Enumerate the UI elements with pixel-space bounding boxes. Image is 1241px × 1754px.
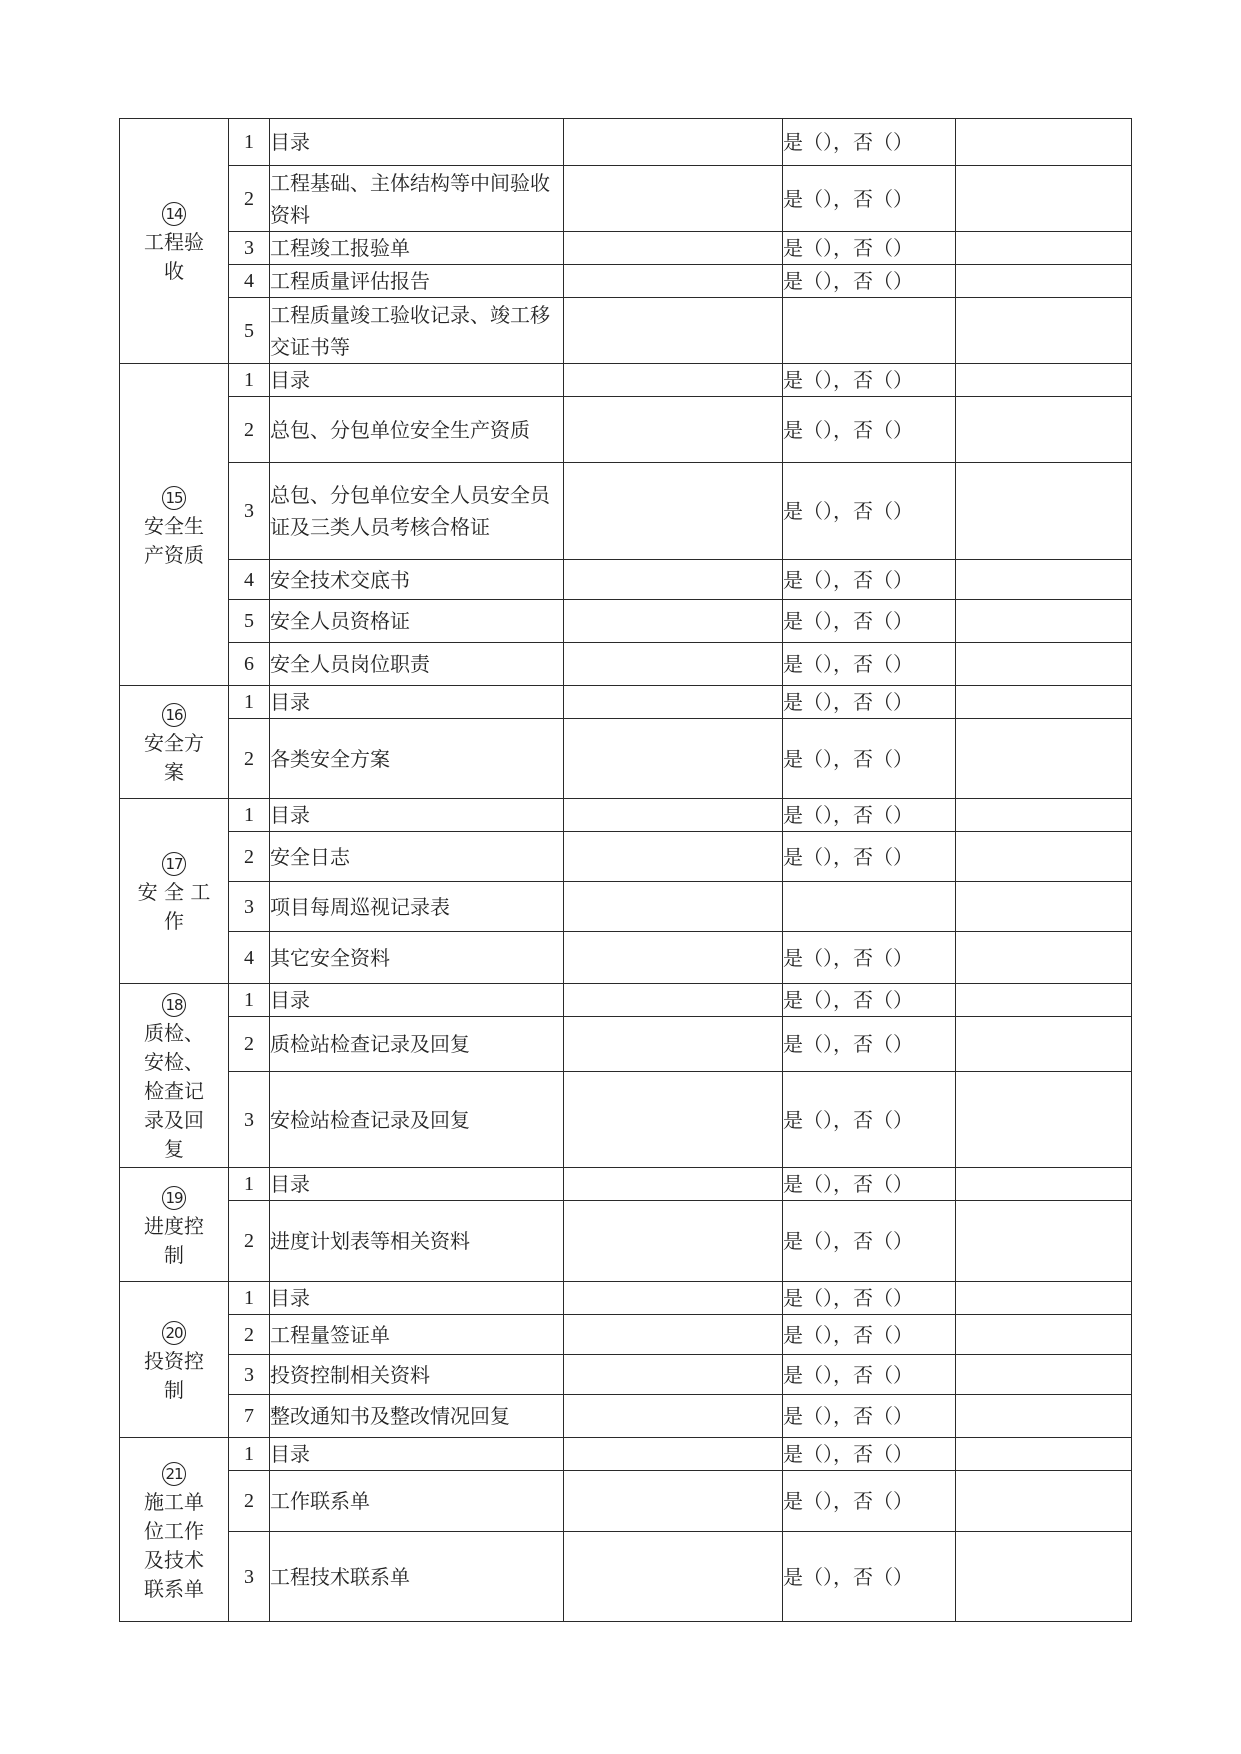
item-name: 投资控制相关资料 [270, 1355, 564, 1395]
item-name: 工作联系单 [270, 1471, 564, 1532]
yes-no-check: 是（），否（） [783, 1315, 956, 1355]
yes-no-check: 是（），否（） [783, 1395, 956, 1438]
group-number-badge: 18 [162, 993, 186, 1017]
yes-no-check: 是（），否（） [783, 1017, 956, 1072]
table-row [120, 232, 1132, 265]
table-row [120, 600, 1132, 643]
table-row [120, 719, 1132, 799]
remark-cell [564, 1438, 783, 1471]
group-number-badge: 15 [162, 486, 186, 510]
yes-no-check: 是（），否（） [783, 119, 956, 166]
yes-no-check: 是（），否（） [783, 984, 956, 1017]
table-row [120, 1282, 1132, 1315]
group-cell [120, 984, 229, 1168]
table-row [120, 1072, 1132, 1168]
table-row [120, 560, 1132, 600]
yes-no-check: 是（），否（） [783, 397, 956, 463]
yes-no-check: 是（），否（） [783, 166, 956, 232]
note-cell [956, 1201, 1132, 1282]
row-number: 5 [229, 600, 270, 643]
row-number: 2 [229, 719, 270, 799]
note-cell [956, 397, 1132, 463]
group-number-badge: 17 [162, 852, 186, 876]
group-cell [120, 364, 229, 686]
yes-no-check: 是（），否（） [783, 1168, 956, 1201]
note-cell [956, 1355, 1132, 1395]
item-name: 目录 [270, 1168, 564, 1201]
table-row [120, 882, 1132, 932]
item-name: 工程基础、主体结构等中间验收资料 [270, 166, 564, 232]
row-number: 1 [229, 364, 270, 397]
row-number: 5 [229, 298, 270, 364]
note-cell [956, 463, 1132, 560]
row-number: 3 [229, 1072, 270, 1168]
row-number: 2 [229, 1315, 270, 1355]
item-name: 工程量签证单 [270, 1315, 564, 1355]
item-name: 总包、分包单位安全人员安全员证及三类人员考核合格证 [270, 463, 564, 560]
remark-cell [564, 984, 783, 1017]
remark-cell [564, 1471, 783, 1532]
group-cell [120, 1282, 229, 1438]
note-cell [956, 1282, 1132, 1315]
note-cell [956, 232, 1132, 265]
row-number: 1 [229, 686, 270, 719]
yes-no-check: 是（），否（） [783, 1201, 956, 1282]
note-cell [956, 364, 1132, 397]
group-name: 工程验收 [144, 230, 204, 283]
row-number: 4 [229, 932, 270, 984]
remark-cell [564, 1395, 783, 1438]
remark-cell [564, 1017, 783, 1072]
yes-no-check: 是（），否（） [783, 1282, 956, 1315]
note-cell [956, 799, 1132, 832]
table-row [120, 984, 1132, 1017]
remark-cell [564, 1282, 783, 1315]
group-cell [120, 686, 229, 799]
yes-no-check [783, 298, 956, 364]
note-cell [956, 560, 1132, 600]
note-cell [956, 932, 1132, 984]
table-row [120, 1201, 1132, 1282]
row-number: 3 [229, 1532, 270, 1622]
table-row [120, 265, 1132, 298]
item-name: 目录 [270, 364, 564, 397]
row-number: 1 [229, 799, 270, 832]
item-name: 质检站检查记录及回复 [270, 1017, 564, 1072]
note-cell [956, 686, 1132, 719]
note-cell [956, 1072, 1132, 1168]
table-row [120, 298, 1132, 364]
note-cell [956, 600, 1132, 643]
group-number-badge: 19 [162, 1186, 186, 1210]
item-name: 安全技术交底书 [270, 560, 564, 600]
yes-no-check: 是（），否（） [783, 560, 956, 600]
remark-cell [564, 600, 783, 643]
row-number: 4 [229, 560, 270, 600]
note-cell [956, 298, 1132, 364]
yes-no-check: 是（），否（） [783, 1471, 956, 1532]
row-number: 2 [229, 832, 270, 882]
table-row [120, 1168, 1132, 1201]
item-name: 各类安全方案 [270, 719, 564, 799]
item-name: 安全日志 [270, 832, 564, 882]
remark-cell [564, 166, 783, 232]
remark-cell [564, 1355, 783, 1395]
yes-no-check: 是（），否（） [783, 1532, 956, 1622]
group-name: 进度控制 [144, 1213, 204, 1267]
note-cell [956, 265, 1132, 298]
yes-no-check: 是（），否（） [783, 643, 956, 686]
table-row [120, 1315, 1132, 1355]
remark-cell [564, 364, 783, 397]
row-number: 2 [229, 1017, 270, 1072]
row-number: 1 [229, 1438, 270, 1471]
remark-cell [564, 1072, 783, 1168]
row-number: 1 [229, 1282, 270, 1315]
item-name: 安全人员岗位职责 [270, 643, 564, 686]
note-cell [956, 1315, 1132, 1355]
row-number: 3 [229, 232, 270, 265]
table-row [120, 397, 1132, 463]
note-cell [956, 1395, 1132, 1438]
remark-cell [564, 643, 783, 686]
item-name: 目录 [270, 984, 564, 1017]
row-number: 1 [229, 984, 270, 1017]
item-name: 进度计划表等相关资料 [270, 1201, 564, 1282]
remark-cell [564, 1532, 783, 1622]
row-number: 7 [229, 1395, 270, 1438]
yes-no-check: 是（），否（） [783, 265, 956, 298]
remark-cell [564, 463, 783, 560]
table-row [120, 166, 1132, 232]
yes-no-check: 是（），否（） [783, 686, 956, 719]
table-row [120, 1532, 1132, 1622]
table-row [120, 799, 1132, 832]
yes-no-check: 是（），否（） [783, 1438, 956, 1471]
remark-cell [564, 560, 783, 600]
item-name: 总包、分包单位安全生产资质 [270, 397, 564, 463]
item-name: 其它安全资料 [270, 932, 564, 984]
group-cell [120, 1438, 229, 1622]
table-row [120, 119, 1132, 166]
remark-cell [564, 832, 783, 882]
note-cell [956, 719, 1132, 799]
archive-checklist-table [119, 118, 1132, 1622]
note-cell [956, 1017, 1132, 1072]
yes-no-check: 是（），否（） [783, 364, 956, 397]
yes-no-check: 是（），否（） [783, 932, 956, 984]
group-cell [120, 799, 229, 984]
table-row [120, 643, 1132, 686]
remark-cell [564, 1315, 783, 1355]
remark-cell [564, 1168, 783, 1201]
group-number-badge: 16 [162, 703, 186, 727]
item-name: 目录 [270, 1438, 564, 1471]
remark-cell [564, 882, 783, 932]
group-name: 质检、安检、检查记录及回复 [144, 1021, 204, 1161]
yes-no-check: 是（），否（） [783, 1355, 956, 1395]
table-row [120, 686, 1132, 719]
note-cell [956, 882, 1132, 932]
item-name: 目录 [270, 119, 564, 166]
remark-cell [564, 1201, 783, 1282]
row-number: 2 [229, 1471, 270, 1532]
remark-cell [564, 232, 783, 265]
yes-no-check: 是（），否（） [783, 832, 956, 882]
note-cell [956, 1532, 1132, 1622]
group-name: 投资控制 [144, 1348, 204, 1402]
note-cell [956, 166, 1132, 232]
yes-no-check: 是（），否（） [783, 232, 956, 265]
note-cell [956, 984, 1132, 1017]
row-number: 2 [229, 397, 270, 463]
table-row [120, 1438, 1132, 1471]
group-name: 安 全 工作 [137, 880, 211, 933]
item-name: 工程技术联系单 [270, 1532, 564, 1622]
group-cell [120, 1168, 229, 1282]
table-row [120, 364, 1132, 397]
group-number-badge: 14 [162, 202, 186, 226]
group-name: 安全生产资质 [144, 513, 204, 567]
remark-cell [564, 719, 783, 799]
row-number: 4 [229, 265, 270, 298]
group-number-badge: 21 [162, 1462, 186, 1486]
table-row [120, 1471, 1132, 1532]
group-cell [120, 119, 229, 364]
table-row [120, 1355, 1132, 1395]
yes-no-check [783, 882, 956, 932]
item-name: 安全人员资格证 [270, 600, 564, 643]
yes-no-check: 是（），否（） [783, 463, 956, 560]
note-cell [956, 119, 1132, 166]
row-number: 6 [229, 643, 270, 686]
table-row [120, 463, 1132, 560]
item-name: 整改通知书及整改情况回复 [270, 1395, 564, 1438]
item-name: 项目每周巡视记录表 [270, 882, 564, 932]
note-cell [956, 832, 1132, 882]
table-row [120, 1395, 1132, 1438]
group-number-badge: 20 [162, 1321, 186, 1345]
item-name: 工程质量竣工验收记录、竣工移交证书等 [270, 298, 564, 364]
row-number: 2 [229, 1201, 270, 1282]
yes-no-check: 是（），否（） [783, 1072, 956, 1168]
yes-no-check: 是（），否（） [783, 600, 956, 643]
row-number: 3 [229, 1355, 270, 1395]
item-name: 目录 [270, 799, 564, 832]
remark-cell [564, 932, 783, 984]
row-number: 2 [229, 166, 270, 232]
remark-cell [564, 265, 783, 298]
note-cell [956, 1168, 1132, 1201]
item-name: 工程竣工报验单 [270, 232, 564, 265]
row-number: 1 [229, 1168, 270, 1201]
item-name: 安检站检查记录及回复 [270, 1072, 564, 1168]
table-row [120, 832, 1132, 882]
remark-cell [564, 799, 783, 832]
note-cell [956, 643, 1132, 686]
table-row [120, 932, 1132, 984]
remark-cell [564, 397, 783, 463]
item-name: 目录 [270, 686, 564, 719]
row-number: 3 [229, 463, 270, 560]
table-row [120, 1017, 1132, 1072]
group-name: 安全方案 [144, 731, 204, 784]
remark-cell [564, 298, 783, 364]
row-number: 3 [229, 882, 270, 932]
yes-no-check: 是（），否（） [783, 719, 956, 799]
item-name: 工程质量评估报告 [270, 265, 564, 298]
row-number: 1 [229, 119, 270, 166]
note-cell [956, 1471, 1132, 1532]
group-name: 施工单位工作及技术联系单 [144, 1489, 204, 1601]
remark-cell [564, 119, 783, 166]
yes-no-check: 是（），否（） [783, 799, 956, 832]
remark-cell [564, 686, 783, 719]
item-name: 目录 [270, 1282, 564, 1315]
note-cell [956, 1438, 1132, 1471]
